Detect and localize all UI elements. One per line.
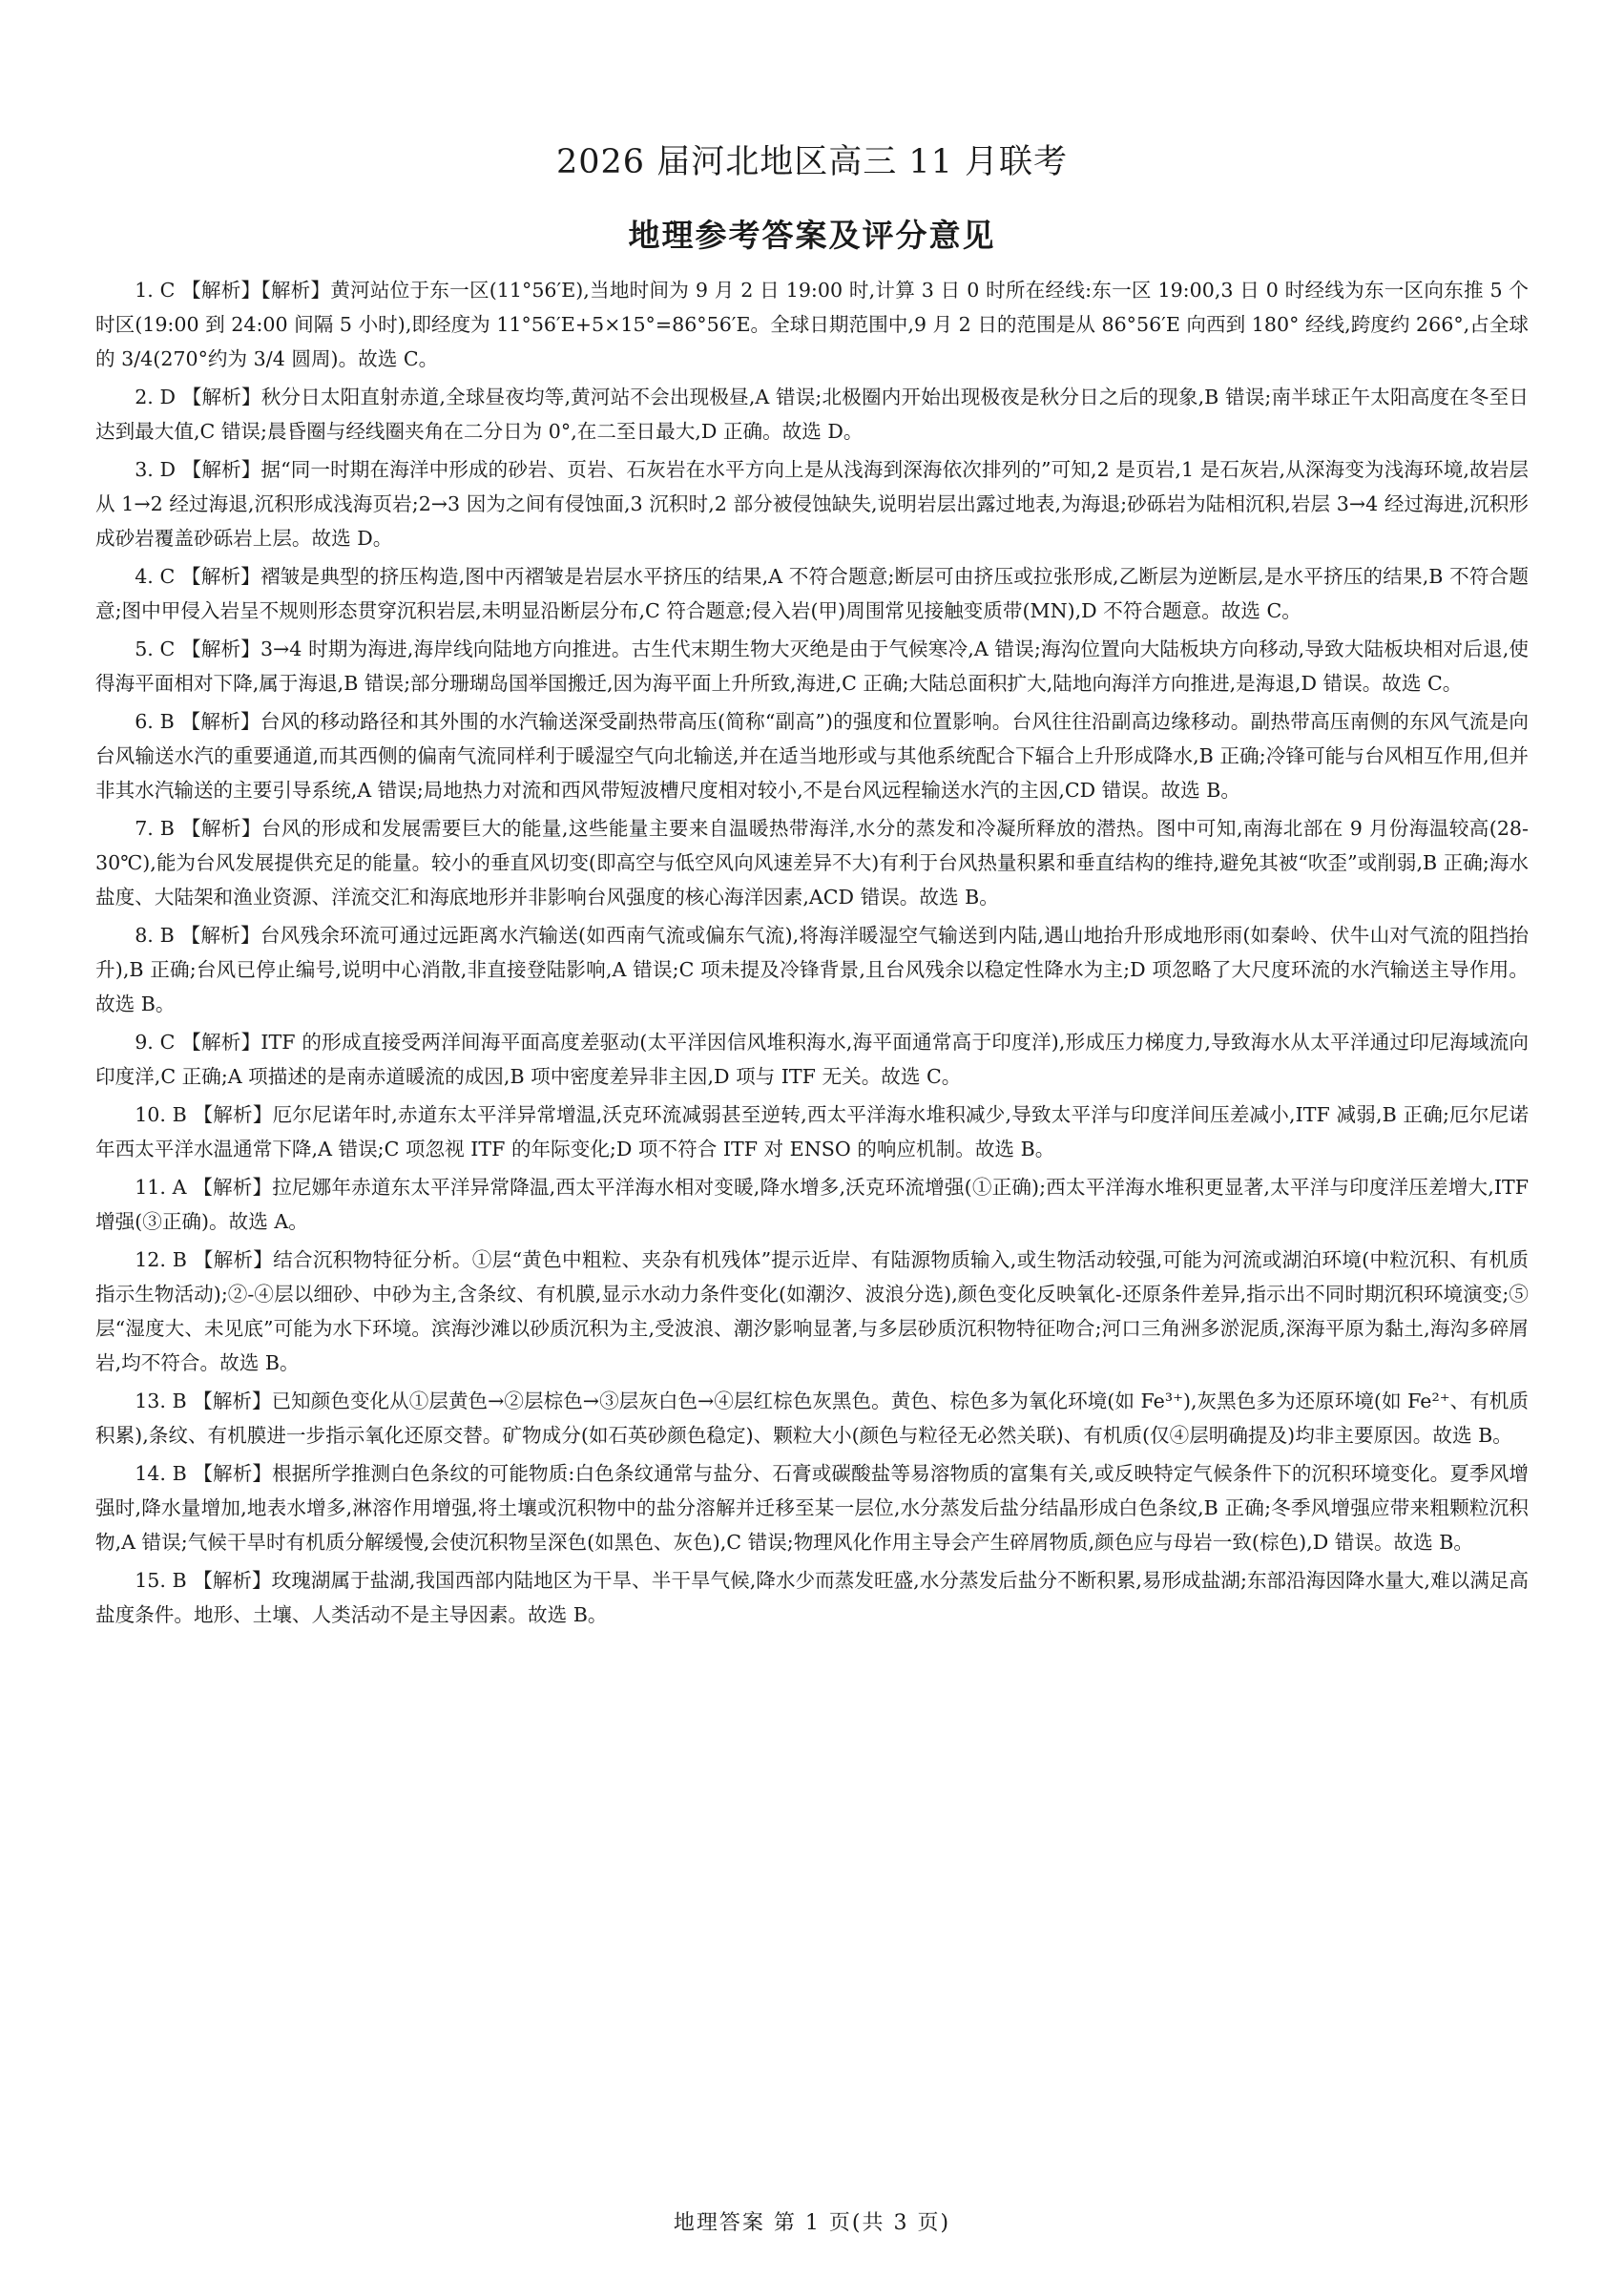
answer-item-3: 3. D 【解析】据“同一时期在海洋中形成的砂岩、页岩、石灰岩在水平方向上是从浅海到深海依次排列的”可知,2 是页岩,1 是石灰岩,从深海变为浅海环境,故岩层从 1→2 经过海退,沉积形成浅海页岩;2→3 因为之间有侵蚀面,3 沉积时,2 部分被侵蚀缺失,说明岩层出露过地表,为海退;砂砾岩为陆相沉积,岩层 3→4 经过海进,沉积形成砂岩覆盖砂砾岩上层。故选 D。 (95, 458, 1529, 550)
answer-list (95, 273, 1529, 1632)
answer-item-5: 5. C 【解析】3→4 时期为海进,海岸线向陆地方向推进。古生代末期生物大灭绝是由于气候寒冷,A 错误;海沟位置向大陆板块方向移动,导致大陆板块相对后退,使得海平面相对下降,属于海退,B 错误;部分珊瑚岛国举国搬迁,因为海平面上升所致,海进,C 正确;大陆总面积扩大,陆地向海洋方向推进,是海退,D 错误。故选 C。 (95, 637, 1529, 695)
answer-item-9: 9. C 【解析】ITF 的形成直接受两洋间海平面高度差驱动(太平洋因信风堆积海水,海平面通常高于印度洋),形成压力梯度力,导致海水从太平洋通过印尼海域流向印度洋,C 正确;A 项描述的是南赤道暖流的成因,B 项中密度差异非主因,D 项与 ITF 无关。故选 C。 (95, 1031, 1529, 1088)
answer-item-12: 12. B 【解析】结合沉积物特征分析。①层“黄色中粗粒、夹杂有机残体”提示近岸、有陆源物质输入,或生物活动较强,可能为河流或湖泊环境(中粒沉积、有机质指示生物活动);②-④层以细砂、中砂为主,含条纹、有机膜,显示水动力条件变化(如潮汐、波浪分选),颜色变化反映氧化-还原条件差异,指示出不同时期沉积环境演变;⑤层“湿度大、未见底”可能为水下环境。滨海沙滩以砂质沉积为主,受波浪、潮汐影响显著,与多层砂质沉积物特征吻合;河口三角洲多淤泥质,深海平原为黏土,海沟多碎屑岩,均不符合。故选 B。 (95, 1248, 1529, 1374)
answer-item-6: 6. B 【解析】台风的移动路径和其外围的水汽输送深受副热带高压(简称“副高”)的强度和位置影响。台风往往沿副高边缘移动。副热带高压南侧的东风气流是向台风输送水汽的重要通道,而其西侧的偏南气流同样利于暖湿空气向北输送,并在适当地形或与其他系统配合下辐合上升形成降水,B 正确;冷锋可能与台风相互作用,但并非其水汽输送的主要引导系统,A 错误;局地热力对流和西风带短波槽尺度相对较小,不是台风远程输送水汽的主因,CD 错误。故选 B。 (95, 710, 1529, 802)
answer-item-13: 13. B 【解析】已知颜色变化从①层黄色→②层棕色→③层灰白色→④层红棕色灰黑色。黄色、棕色多为氧化环境(如 Fe³⁺),灰黑色多为还原环境(如 Fe²⁺、有机质积累),条纹、有机膜进一步指示氧化还原交替。矿物成分(如石英砂颜色稳定)、颗粒大小(颜色与粒径无必然关联)、有机质(仅④层明确提及)均非主要原因。故选 B。 (95, 1390, 1529, 1447)
answer-item-4: 4. C 【解析】褶皱是典型的挤压构造,图中丙褶皱是岩层水平挤压的结果,A 不符合题意;断层可由挤压或拉张形成,乙断层为逆断层,是水平挤压的结果,B 不符合题意;图中甲侵入岩呈不规则形态贯穿沉积岩层,未明显沿断层分布,C 符合题意;侵入岩(甲)周围常见接触变质带(MN),D 不符合题意。故选 C。 (95, 565, 1529, 622)
answer-item-2: 2. D 【解析】秋分日太阳直射赤道,全球昼夜均等,黄河站不会出现极昼,A 错误;北极圈内开始出现极夜是秋分日之后的现象,B 错误;南半球正午太阳高度在冬至日达到最大值,C 错误;晨昏圈与经线圈夹角在二分日为 0°,在二至日最大,D 正确。故选 D。 (95, 386, 1529, 443)
document-subtitle: 地理参考答案及评分意见 (628, 217, 996, 254)
page-footer: 地理答案 第 1 页(共 3 页) (673, 2211, 951, 2235)
answer-item-15: 15. B 【解析】玫瑰湖属于盐湖,我国西部内陆地区为干旱、半干旱气候,降水少而蒸发旺盛,水分蒸发后盐分不断积累,易形成盐湖;东部沿海因降水量大,难以满足高盐度条件。地形、土壤、人类活动不是主导因素。故选 B。 (95, 1569, 1529, 1626)
answer-item-11: 11. A 【解析】拉尼娜年赤道东太平洋异常降温,西太平洋海水相对变暖,降水增多,沃克环流增强(①正确);西太平洋海水堆积更显著,太平洋与印度洋压差增大,ITF 增强(③正确)。故选 A。 (95, 1176, 1529, 1233)
answer-item-10: 10. B 【解析】厄尔尼诺年时,赤道东太平洋异常增温,沃克环流减弱甚至逆转,西太平洋海水堆积减少,导致太平洋与印度洋间压差减小,ITF 减弱,B 正确;厄尔尼诺年西太平洋水温通常下降,A 错误;C 项忽视 ITF 的年际变化;D 项不符合 ITF 对 ENSO 的响应机制。故选 B。 (95, 1103, 1529, 1160)
answer-item-1: 1. C 【解析】【解析】黄河站位于东一区(11°56′E),当地时间为 9 月 2 日 19:00 时,计算 3 日 0 时所在经线:东一区 19:00,3 日 0 时经线为东一区向东推 5 个时区(19:00 到 24:00 间隔 5 小时),即经度为 11°56′E+5×15°=86°56′E。全球日期范围中,9 月 2 日的范围是从 86°56′E 向西到 180° 经线,跨度约 266°,占全球的 3/4(270°约为 3/4 圆周)。故选 C。 (95, 279, 1529, 370)
answer-item-14: 14. B 【解析】根据所学推测白色条纹的可能物质:白色条纹通常与盐分、石膏或碳酸盐等易溶物质的富集有关,或反映特定气候条件下的沉积环境变化。夏季风增强时,降水量增加,地表水增多,淋溶作用增强,将土壤或沉积物中的盐分溶解并迁移至某一层位,水分蒸发后盐分结晶形成白色条纹,B 正确;冬季风增强应带来粗颗粒沉积物,A 错误;气候干旱时有机质分解缓慢,会使沉积物呈深色(如黑色、灰色),C 错误;物理风化作用主导会产生碎屑物质,颜色应与母岩一致(棕色),D 错误。故选 B。 (95, 1462, 1529, 1554)
document-title: 2026 届河北地区高三 11 月联考 (556, 143, 1068, 181)
answer-item-8: 8. B 【解析】台风残余环流可通过远距离水汽输送(如西南气流或偏东气流),将海洋暖湿空气输送到内陆,遇山地抬升形成地形雨(如秦岭、伏牛山对气流的阻挡抬升),B 正确;台风已停止编号,说明中心消散,非直接登陆影响,A 错误;C 项未提及冷锋背景,且台风残余以稳定性降水为主;D 项忽略了大尺度环流的水汽输送主导作用。故选 B。 (95, 924, 1529, 1015)
answer-item-7: 7. B 【解析】台风的形成和发展需要巨大的能量,这些能量主要来自温暖热带海洋,水分的蒸发和冷凝所释放的潜热。图中可知,南海北部在 9 月份海温较高(28-30℃),能为台风发展提供充足的能量。较小的垂直风切变(即高空与低空风向风速差异不大)有利于台风热量积累和垂直结构的维持,避免其被“吹歪”或削弱,B 正确;海水盐度、大陆架和渔业资源、洋流交汇和海底地形并非影响台风强度的核心海洋因素,ACD 错误。故选 B。 (95, 817, 1529, 909)
